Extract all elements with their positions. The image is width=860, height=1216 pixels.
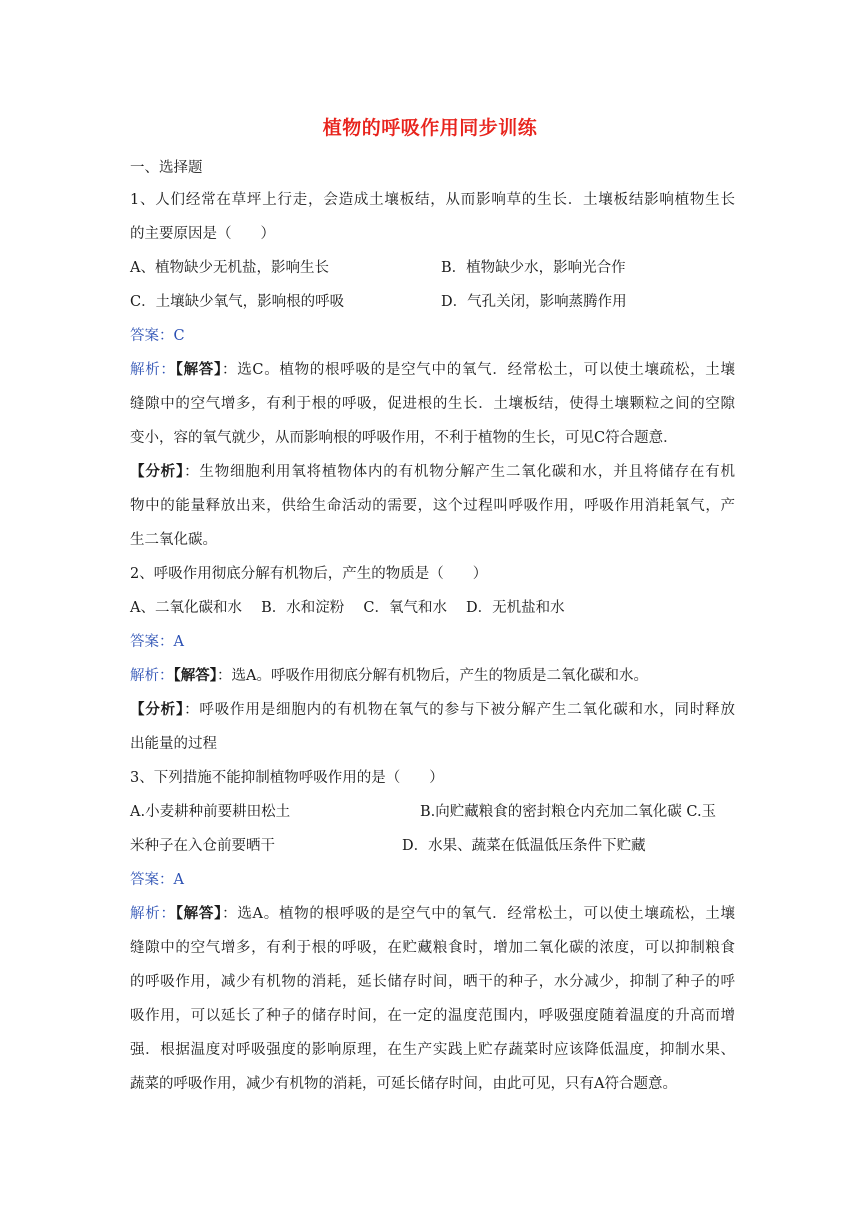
q2-stem: 2、呼吸作用彻底分解有机物后，产生的物质是（ ）: [130, 566, 488, 582]
q1-jieda-text-1: ：选C。植物的根呼吸的是空气中的氧气．经常松土，可以使土壤疏松，土壤: [221, 362, 736, 378]
q3-jieda-text-1: ：选A。植物的根呼吸的是空气中的氧气．经常松土，可以使土壤疏松，土壤: [222, 906, 736, 922]
q1-analysis-line-2: 缝隙中的空气增多，有利于根的呼吸，促进根的生长．土壤板结，使得土壤颗粒之间的空隙: [130, 396, 735, 412]
q2-answer-value: A: [173, 634, 184, 650]
jieda-label: 【解答】: [175, 361, 222, 378]
q3-analysis-line-4: 吸作用，可以延长了种子的储存时间，在一定的温度范围内，呼吸强度随着温度的升高而增: [130, 1008, 735, 1024]
q1-analysis-line-1: [130, 360, 735, 380]
q3-answer-value: A: [173, 872, 184, 888]
q2-options: A、二氧化碳和水 B．水和淀粉 C．氧气和水 D．无机盐和水: [130, 600, 565, 616]
q3-answer: [130, 870, 735, 890]
jieda-label: 【解答】: [173, 667, 217, 684]
q2-fenxi-line-1: [130, 700, 735, 720]
q3-analysis-line-5: 强．根据温度对呼吸强度的影响原理，在生产实践上贮存蔬菜时应该降低温度，抑制水果、: [130, 1042, 735, 1058]
q3-option-b-c: B.向贮藏粮食的密封粮仓内充加二氧化碳 C.玉: [420, 804, 717, 820]
analysis-label: 解析：: [130, 906, 176, 922]
q2-answer: [130, 632, 735, 652]
q2-fenxi-line-2: 出能量的过程: [130, 736, 217, 752]
jieda-label: 【解答】: [175, 905, 223, 922]
q1-option-d: D．气孔关闭，影响蒸腾作用: [441, 294, 627, 310]
q3-option-d: D．水果、蔬菜在低温低压条件下贮藏: [402, 838, 646, 854]
q2-fenxi-text-1: ：呼吸作用是细胞内的有机物在氧气的参与下被分解产生二氧化碳和水，同时释放: [184, 702, 736, 718]
q1-fenxi-text-1: ：生物细胞利用氧将植物体内的有机物分解产生二氧化碳和水，并且将储存在有机: [184, 464, 736, 480]
section-heading: 一、选择题: [130, 160, 203, 176]
answer-label: 答案：: [130, 328, 174, 344]
analysis-label: 解析：: [130, 668, 174, 684]
q3-analysis-line-6: 蔬菜的呼吸作用，减少有机物的消耗，可延长储存时间，由此可见，只有A符合题意。: [130, 1076, 677, 1092]
answer-label: 答案：: [130, 634, 174, 650]
q1-option-c: C．土壤缺少氧气，影响根的呼吸: [130, 294, 345, 310]
q3-analysis-line-1: [130, 904, 735, 924]
q1-fenxi-line-1: [130, 462, 735, 482]
q1-option-b: B．植物缺少水，影响光合作: [441, 260, 626, 276]
analysis-label: 解析：: [130, 362, 176, 378]
q1-fenxi-line-3: 生二氧化碳。: [130, 532, 217, 548]
q3-analysis-line-2: 缝隙中的空气增多，有利于根的呼吸，在贮藏粮食时，增加二氧化碳的浓度，可以抑制粮食: [130, 940, 735, 956]
q3-stem: 3、下列措施不能抑制植物呼吸作用的是（ ）: [130, 770, 444, 786]
q3-option-a: A.小麦耕种前要耕田松土: [130, 804, 291, 820]
fenxi-label: 【分析】: [130, 463, 185, 480]
q1-answer: [130, 326, 735, 346]
q3-option-c-cont: 米种子在入仓前要晒干: [130, 838, 275, 854]
document-title: 植物的呼吸作用同步训练: [322, 117, 538, 139]
q1-option-a: A、植物缺少无机盐，影响生长: [130, 260, 329, 276]
q2-analysis-line-1: [130, 666, 735, 686]
q3-analysis-line-3: 的呼吸作用，减少有机物的消耗，延长储存时间，晒干的种子，水分减少，抑制了种子的呼: [130, 974, 735, 990]
q1-fenxi-line-2: 物中的能量释放出来，供给生命活动的需要，这个过程叫呼吸作用，呼吸作用消耗氧气，产: [130, 498, 735, 514]
q1-stem-line-2: 的主要原因是（ ）: [130, 226, 275, 242]
fenxi-label: 【分析】: [130, 701, 185, 718]
q1-answer-value: C: [173, 328, 185, 344]
q1-analysis-line-3: 变小，容的氧气就少，从而影响根的呼吸作用，不利于植物的生长，可见C符合题意．: [130, 430, 678, 446]
q2-jieda-text: ：选A。呼吸作用彻底分解有机物后，产生的物质是二氧化碳和水。: [217, 668, 648, 684]
q1-stem-line-1: 1、人们经常在草坪上行走，会造成土壤板结，从而影响草的生长．土壤板结影响植物生长: [130, 192, 735, 208]
answer-label: 答案：: [130, 872, 174, 888]
